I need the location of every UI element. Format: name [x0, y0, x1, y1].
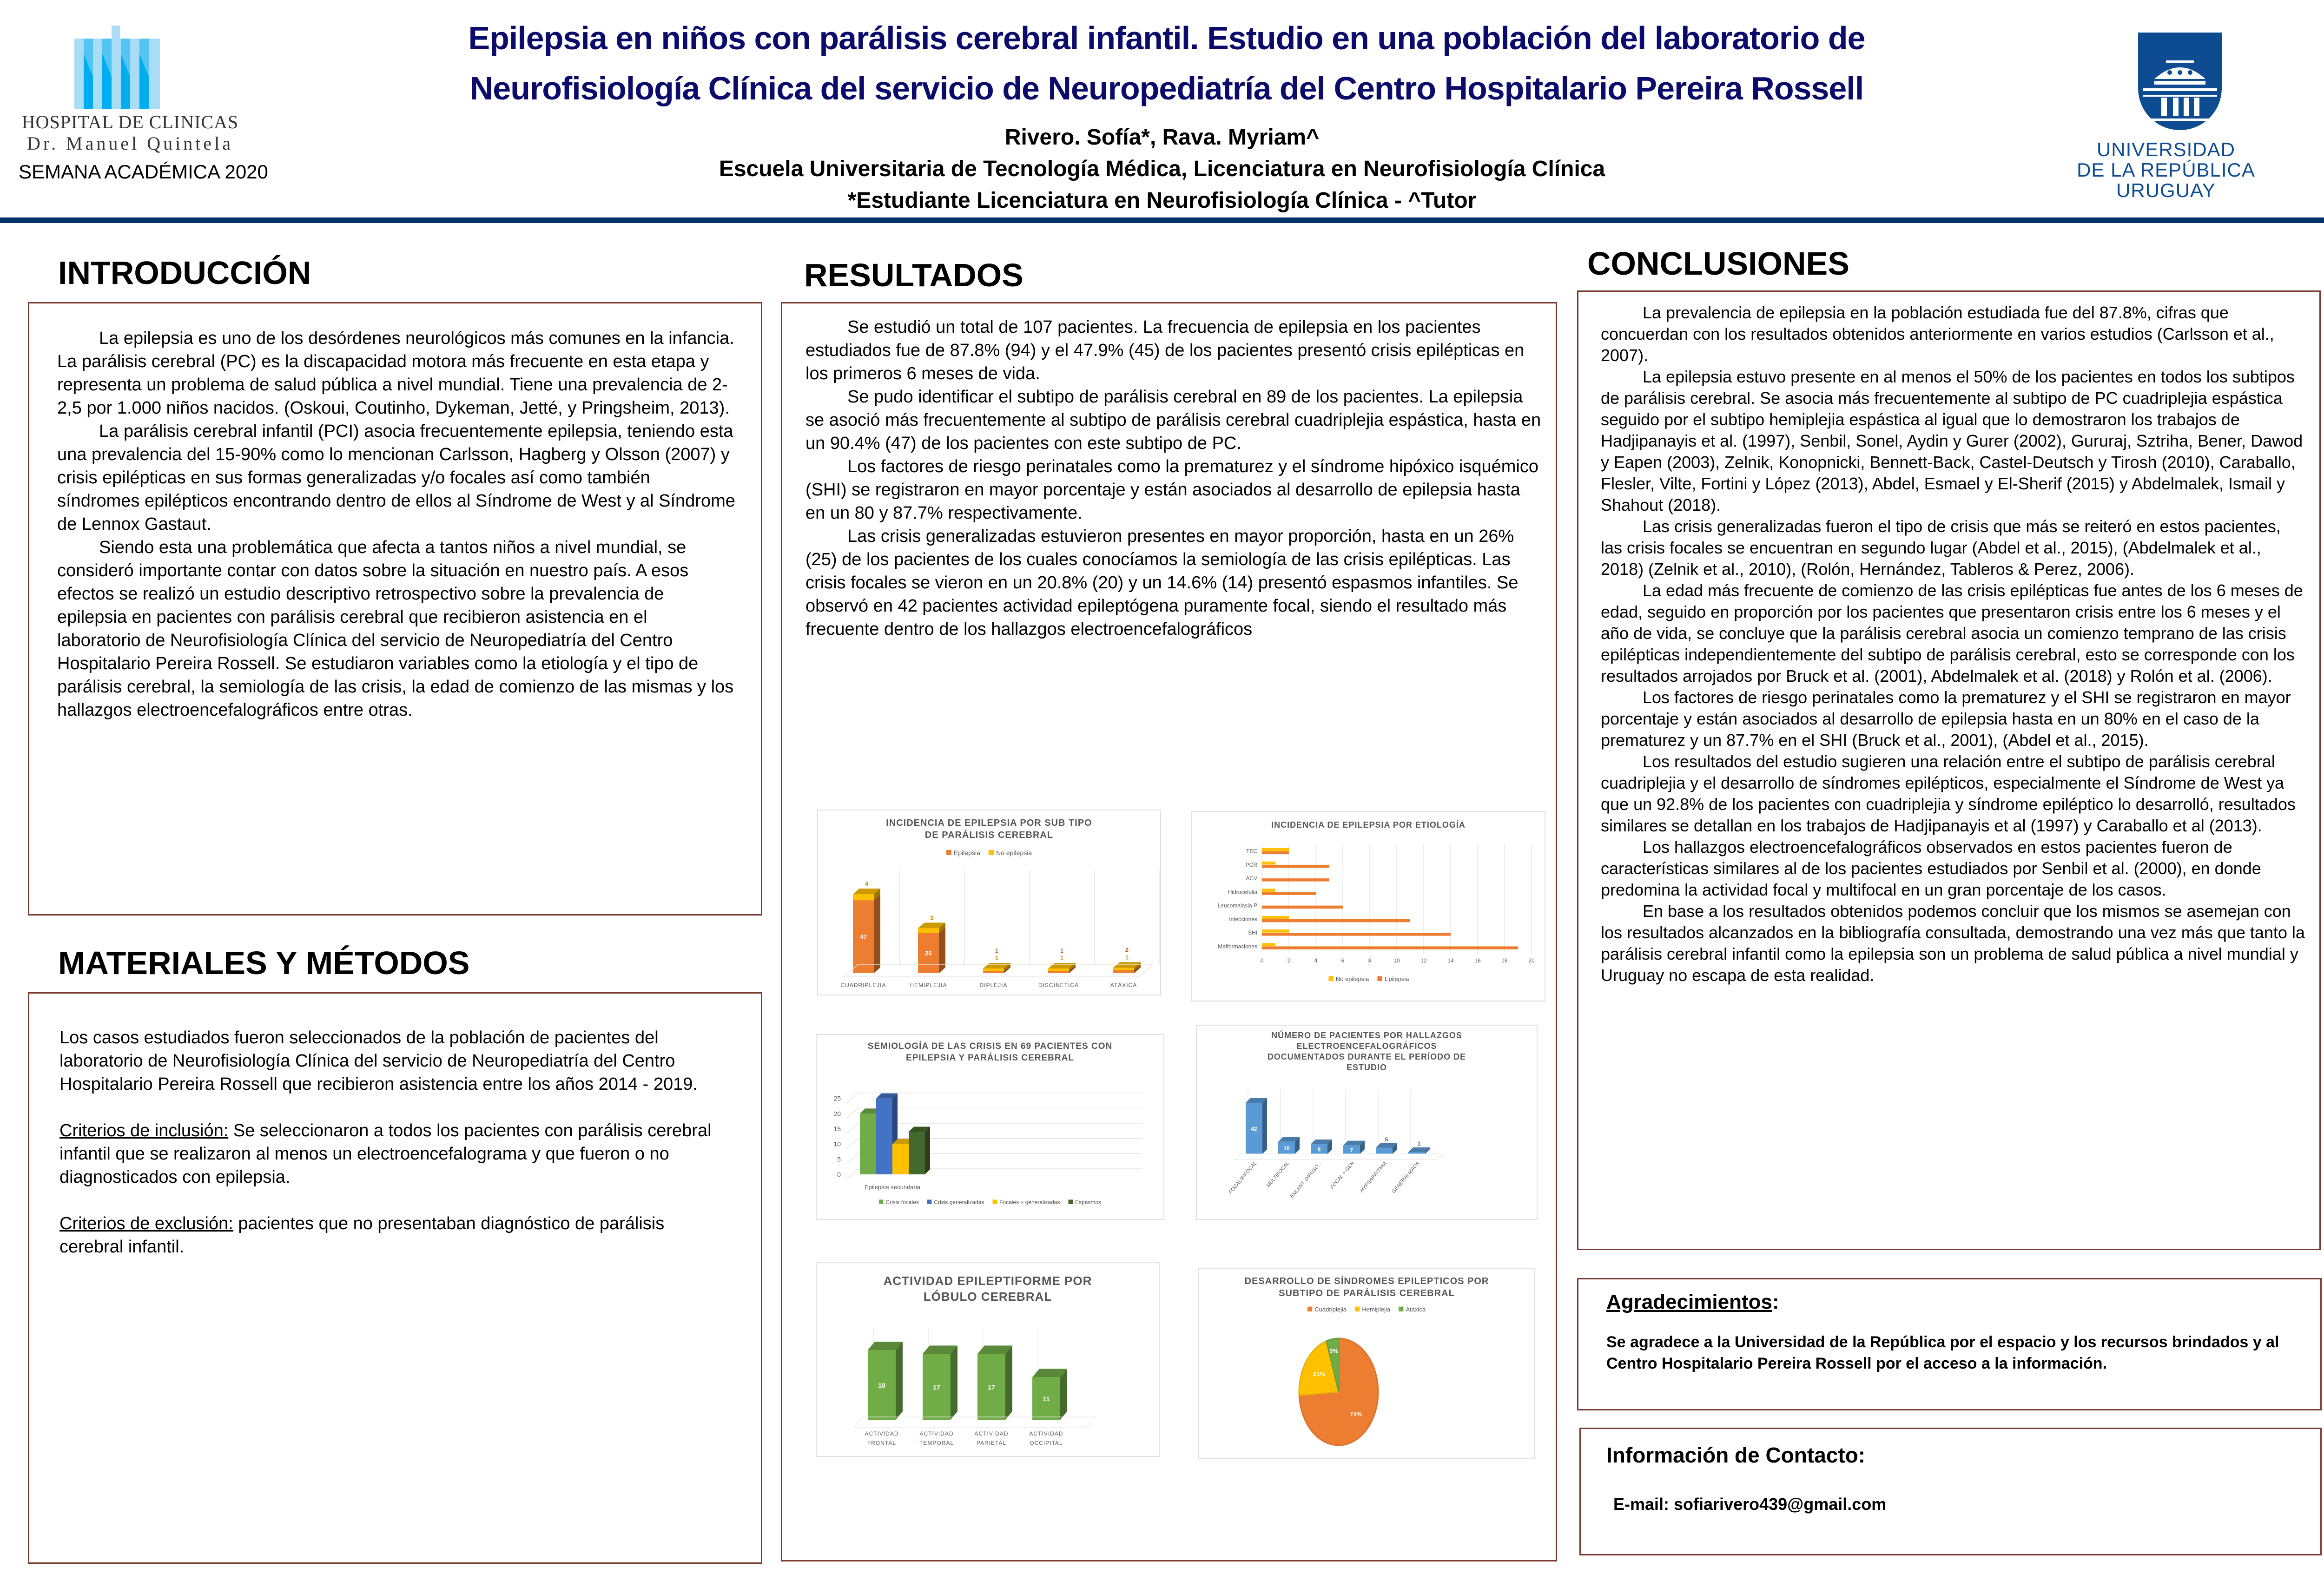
legend-item-label: No epilepsia [1335, 975, 1369, 982]
bar-epilepsia [1262, 892, 1316, 895]
acknowledgements-box [1577, 1278, 2322, 1410]
data-label: 10 [1283, 1145, 1290, 1152]
bar-side [1060, 1369, 1067, 1420]
chart-lobe-plot [817, 1309, 1159, 1456]
header-divider [0, 217, 2324, 223]
x-tick-label: ENLENT. DIFUSO... [1289, 1160, 1323, 1199]
chart-etiology-plot [1192, 833, 1545, 1001]
legend-item-swatch [1355, 1307, 1360, 1311]
contact-box [1579, 1428, 2322, 1555]
x-tick-label: 16 [1474, 957, 1481, 964]
x-tick-label: PARIETAL [976, 1440, 1007, 1446]
data-label: 26 [925, 949, 932, 957]
chart-title: INCIDENCIA DE EPILEPSIA POR SUB TIPO DE PARÁLISIS CEREBRAL [886, 818, 1092, 840]
y-tick-label: ACV [1246, 875, 1257, 882]
conclusion-paragraph: La epilepsia estuvo presente en al menos el 50% de los pacientes en todos los subtipos de parálisis cerebral. Se asocia más frecuentemente al subtipo de PC cuadriplejia espástica seguido por el subtipo hemiplejia espástica al igual que lo demostraron los trabajos de Hadjipanayis et al. (1997), Senbil, Sonel, Aydin y Gurer (2002), Gururaj, Sztriha, Bener, Dawod y Eapen (2003), Zelnik, Konopnicki, Bennett-Back, Castel-Deutsch y Tirosh (2010), Caraballo, Flesler, Vilte, Fortini y López (2013), Abdel, Esmael y El-Sherif (2015) y Abdelmalek, Ismail y Shahout (2018). [1601, 367, 2303, 514]
bar-no-epilepsia [1113, 968, 1134, 970]
legend-item-label: Ataxica [1406, 1306, 1426, 1313]
bar-no-epilepsia [853, 894, 874, 900]
y-tick-label: SHI [1248, 929, 1257, 936]
university-name: UNIVERSIDAD DE LA REPÚBLICA URUGUAY [2077, 138, 2255, 201]
roles: *Estudiante Licenciatura en Neurofisiología Clínica - ^Tutor [847, 188, 1477, 213]
bar-epilepsia [1262, 946, 1518, 949]
bar-espasmos-side [925, 1127, 930, 1174]
legend-item-label: Espasmos [1075, 1199, 1102, 1206]
legend-item-swatch [1328, 976, 1333, 981]
x-tick-label: ACTIVIDAD [1029, 1430, 1063, 1437]
inclusion-text: Se seleccionaron a todos los pacientes con parálisis cerebral infantil que se realizaron al menos un electroencefalograma y que fueron o no diagnosticados con epilepsia. [59, 1121, 712, 1187]
y-tick-label: 10 [833, 1140, 841, 1148]
inclusion-criteria [59, 1119, 733, 1189]
x-tick-label: ACTIVIDAD [865, 1430, 899, 1437]
chart-semiology-plot [817, 1065, 1163, 1220]
exclusion-text: pacientes que no presentaban diagnóstico de parálisis cerebral infantil. [59, 1214, 665, 1257]
data-label: 1 [995, 955, 999, 962]
legend-item-swatch [946, 850, 951, 855]
event-label: SEMANA ACADÉMICA 2020 [19, 161, 268, 183]
x-tick-label: TEMPORAL [919, 1440, 954, 1446]
conclusion-paragraph: Los resultados del estudio sugieren una relación entre el subtipo de parálisis cerebral cuadriplejia y el desarrollo de síndromes epilépticos, especialmente el Síndrome de West ya que un 92.8% de los pacientes con cuadriplejia y síndrome epiléptico lo desarrolló, resultados similares se detallan en los trabajos de Hadjipanayis et al (1997) y Caraballo et al (2013). [1601, 752, 2296, 835]
bar-side [1005, 1345, 1012, 1420]
chart-etiology [1191, 811, 1545, 1001]
data-label: 4 [865, 880, 869, 887]
conclusion-paragraph: Las crisis generalizadas fueron el tipo de crisis que más se reiteró en estos pacientes, las crisis focales se encuentran en segundo lugar (Abdel et al., 2015), (Abdelmalek et al., 2018) (Zelnik et al., 2010), (Rolón, Hernández, Tableros & Perez, 2006). [1601, 517, 2281, 579]
data-label: 47 [860, 933, 867, 941]
data-label: 17 [933, 1383, 940, 1391]
institution: Escuela Universitaria de Tecnología Médica, Licenciatura en Neurofisiología Clínica [719, 157, 1605, 181]
bar-no-epilepsia [1262, 929, 1289, 933]
bar [1376, 1148, 1393, 1154]
y-tick-label: 20 [833, 1110, 841, 1118]
bar-side [951, 1345, 957, 1420]
bar-epilepsia-side [939, 927, 945, 973]
bar-no-epilepsia [1262, 943, 1275, 946]
results-paragraph: Los factores de riesgo perinatales como la prematurez y el síndrome hipóxico isquémico (SHI) se registraron en mayor porcentaje y están asociados al desarrollo de epilepsia hasta en un 80 y 87.7% respectivamente. [805, 457, 1538, 523]
conclusion-paragraph: Los factores de riesgo perinatales como la prematurez y el SHI se registraron en mayor porcentaje y están asociados al desarrollo de epilepsia hasta en un 80% en el caso de la prematurez y un 87.7% en el SHI (Bruck et al., 2001), (Abdel et al., 2015). [1601, 688, 2291, 750]
intro-paragraph: La parálisis cerebral infantil (PCI) asocia frecuentemente epilepsia, teniendo esta una prevalencia del 15-90% como lo mencionan Carlsson, Hagberg y Olsson (2007) y crisis epilépticas en sus formas generalizadas y/o focales así como también síndromes epilépticos encontrando dentro de ellos al Síndrome de West y al Síndrome de Lennox Gastaut. [57, 422, 735, 534]
x-tick-label: GENERALIZADA [1391, 1160, 1421, 1195]
data-label: 18 [878, 1382, 885, 1389]
contact-email[interactable]: E-mail: sofiarivero439@gmail.com [1613, 1495, 1887, 1514]
chart-title: ACTIVIDAD EPILEPTIFORME POR LÓBULO CEREBRAL [883, 1274, 1092, 1304]
data-label: 17 [988, 1383, 995, 1391]
x-tick-label: Epilepsia secundaria [865, 1184, 920, 1191]
x-tick-label: 12 [1420, 957, 1427, 964]
acknowledgements-title: Agradecimientos: [1606, 1291, 1779, 1313]
gridline [846, 1153, 858, 1164]
data-label: 8 [1317, 1146, 1321, 1153]
bar [1408, 1152, 1425, 1154]
conclusion-paragraph: En base a los resultados obtenidos podemos concluir que los mismos se asemejan con los resultados alcanzados en la bibliografía consultada, demostrando una vez más que tanto la parálisis cerebral infantil como la epilepsia son un problema de salud pública a nivel mundial y Uruguay no escapa de esta realidad. [1601, 902, 2305, 985]
x-tick-label: HYPSARRITMIA [1359, 1160, 1388, 1194]
x-tick-label: HEMIPLEJIA [910, 982, 947, 988]
bar-epilepsia [1262, 865, 1329, 868]
inclusion-label: Criterios de inclusión: [59, 1121, 229, 1140]
chart-syndromes [1198, 1268, 1535, 1459]
acknowledgements-text: Se agradece a la Universidad de la República por el espacio y los recursos brindados y al Centro Hospitalario Pereira Rossell por el acceso a la información. [1606, 1333, 2279, 1372]
bar-no-epilepsia [1262, 848, 1289, 851]
x-tick-label: 8 [1368, 957, 1372, 964]
bar-epilepsia [1262, 878, 1329, 882]
results-title: RESULTADOS [804, 257, 1023, 293]
data-label: 1 [1417, 1140, 1421, 1147]
y-tick-label: TEC [1246, 848, 1257, 855]
data-label: 3 [930, 914, 934, 922]
authors-block [604, 122, 1720, 217]
intro-box [28, 302, 762, 916]
x-tick-label: 2 [1287, 957, 1291, 964]
data-label: 7 [1350, 1146, 1353, 1153]
bar-crisis-focales [860, 1113, 876, 1174]
x-tick-label: 20 [1528, 957, 1535, 964]
bar-no-epilepsia [983, 968, 1004, 971]
legend-item-swatch [1307, 1307, 1312, 1311]
hospital-logo-icon [74, 26, 205, 109]
gridline [846, 1123, 858, 1133]
bar-no-epilepsia [1262, 916, 1289, 919]
x-tick-label: FRONTAL [867, 1440, 897, 1446]
bar-crisis-generalizadas [876, 1099, 892, 1174]
bar-epilepsia [1262, 851, 1289, 855]
x-tick-label: CUADRIPLEJIA [840, 982, 886, 988]
y-tick-label: 5 [837, 1155, 841, 1163]
chart-eeg-plot [1197, 1075, 1537, 1219]
bar-side [896, 1342, 903, 1420]
chart-eeg [1196, 1025, 1538, 1220]
conclusion-paragraph: La prevalencia de epilepsia en la población estudiada fue del 87.8%, cifras que concuerdan con los resultados obtenidos anteriormente en varios estudios (Carlsson et al., 2007). [1601, 303, 2274, 365]
chart-title: INCIDENCIA DE EPILEPSIA POR ETIOLOGÍA [1271, 820, 1466, 830]
legend-item-label: Epilepsia [954, 849, 980, 856]
exclusion-label: Criterios de exclusión: [59, 1214, 233, 1233]
x-tick-label: ACTIVIDAD [919, 1430, 954, 1437]
legend-item-label: Focales + generalizadas [999, 1199, 1060, 1206]
x-tick-label: 6 [1341, 957, 1345, 964]
x-tick-label: MULTIFOCAL [1265, 1160, 1291, 1189]
y-tick-label: Malformaciones [1218, 943, 1257, 950]
results-paragraph: Se pudo identificar el subtipo de parálisis cerebral en 89 de los pacientes. La epilepsia se asoció más frecuentemente al subtipo de parálisis cerebral cuadriplejia espástica, hasta en un 90.4% (47) de los pacientes con este subtipo de PC. [805, 387, 1541, 453]
intro-paragraph: La epilepsia es uno de los desórdenes neurológicos más comunes en la infancia. La parálisis cerebral (PC) es la discapacidad motora más frecuente en esta etapa y representa un problema de salud pública a nivel mundial. Tiene una prevalencia de 2-2,5 por 1.000 niños nacidos. (Oskoui, Coutinho, Dykeman, Jetté, y Pringsheim, 2013). [57, 329, 734, 418]
bar-no-epilepsia [918, 928, 939, 933]
gridline [846, 1169, 858, 1179]
data-label: 1 [1060, 955, 1064, 962]
x-tick-label: FOCAL + GEN [1329, 1160, 1356, 1190]
chart-syndromes-plot [1199, 1301, 1534, 1459]
x-tick-label: 0 [1260, 957, 1264, 964]
exclusion-criteria [59, 1212, 733, 1258]
university-shield-icon [2110, 33, 2250, 130]
y-tick-label: PCR [1245, 861, 1257, 868]
contact-title: Información de Contacto: [1606, 1443, 1866, 1467]
chart-lobe [816, 1262, 1160, 1457]
legend-item-swatch [1399, 1307, 1403, 1311]
bar-no-epilepsia [1262, 889, 1275, 892]
gridline [846, 1108, 858, 1118]
x-tick-label: 14 [1447, 957, 1454, 964]
methods-paragraph: Los casos estudiados fueron seleccionados de la población de pacientes del laboratorio de Neurofisiología Clínica del servicio de Neuropediatría del Centro Hospitalario Pereira Rossell que recibieron asistencia entre los años 2014 - 2019. [59, 1028, 698, 1094]
legend-item-swatch [1377, 976, 1382, 981]
legend-item-swatch [927, 1199, 932, 1204]
hospital-name: HOSPITAL DE CLINICAS Dr. Manuel Quintela [21, 112, 239, 154]
data-label: 21% [1313, 1370, 1325, 1378]
legend-item-label: Epilepsia [1384, 975, 1409, 982]
bar-epilepsia [983, 971, 1004, 973]
results-paragraph: Se estudió un total de 107 pacientes. La frecuencia de epilepsia en los pacientes estudiados fue de 87.8% (94) y el 47.9% (45) de los pacientes presentó crisis epilépticas en los primeros 6 meses de vida. [805, 317, 1525, 383]
legend-item-swatch [989, 850, 994, 855]
bar-epilepsia [1262, 933, 1451, 936]
x-tick-label: 10 [1393, 957, 1400, 964]
legend-item-label: No epilepsia [996, 849, 1032, 856]
intro-title: INTRODUCCIÓN [58, 255, 311, 291]
y-tick-label: 0 [837, 1171, 841, 1178]
chart-subtype-plot [818, 842, 1160, 995]
y-tick-label: 25 [833, 1094, 841, 1102]
y-tick-label: Hidrocefalia [1228, 889, 1257, 896]
x-tick-label: OCCIPITAL [1030, 1440, 1063, 1446]
legend-item-label: Hemiplejia [1362, 1306, 1391, 1313]
data-label: 5% [1329, 1347, 1339, 1355]
bar-epilepsia [1262, 919, 1410, 922]
conclusions-box [1577, 290, 2321, 1250]
methods-title: MATERIALES Y MÉTODOS [58, 945, 470, 981]
gridline [846, 1139, 858, 1149]
bar-side [1262, 1098, 1267, 1154]
data-label: 11 [1043, 1395, 1050, 1403]
x-tick-label: 4 [1314, 957, 1318, 964]
chart-title: SEMIOLOGÍA DE LAS CRISIS EN 69 PACIENTES CON EPILEPSIA Y PARÁLISIS CEREBRAL [867, 1041, 1113, 1063]
authors: Rivero. Sofía*, Rava. Myriam^ [1004, 125, 1320, 150]
chart-semiology [816, 1034, 1164, 1220]
data-label: 5 [1385, 1136, 1388, 1143]
intro-paragraph: Siendo esta una problemática que afecta a tantos niños a nivel mundial, se consideró importante contar con datos sobre la situación en nuestro país. A esos efectos se realizó un estudio descriptivo retrospectivo sobre la prevalencia de epilepsia en pacientes con parálisis cerebral que recibieron asistencia en el laboratorio de Neurofisiología Clínica del servicio de Neuropediatría del Centro Hospitalario Pereira Rossell. Se estudiaron variables como la etiología y el tipo de parálisis cerebral, la semiología de las crisis, la edad de comienzo de las mismas y los hallazgos electroencefalográficos entre otras. [57, 538, 734, 720]
legend-item-swatch [1068, 1199, 1073, 1204]
chart-title: DESARROLLO DE SÍNDROMES EPILEPTICOS POR SUBTIPO DE PARÁLISIS CEREBRAL [1244, 1276, 1489, 1298]
bar-epilepsia [1048, 971, 1069, 973]
x-tick-label: DIPLEJIA [979, 982, 1008, 988]
x-tick-label: 18 [1501, 957, 1508, 964]
y-tick-label: Leucomalasia P [1217, 902, 1257, 909]
bar-no-epilepsia [1048, 968, 1069, 971]
conclusion-paragraph: Los hallazgos electroencefalográficos observados en estos pacientes fueron de características similares al de los pacientes estudiados por Senbil et al. (2000), en donde predomina la actividad focal y multifocal en un gran porcentaje de los casos. [1601, 837, 2261, 899]
methods-box [28, 992, 762, 1564]
y-tick-label: 15 [833, 1125, 841, 1133]
x-tick-label: ACTIVIDAD [974, 1430, 1009, 1437]
legend-item-label: Crisis focales [885, 1199, 919, 1206]
legend-item-swatch [992, 1199, 997, 1204]
x-tick-label: DISCINETICA [1038, 982, 1079, 988]
legend-item-label: Cuadriplejia [1314, 1306, 1347, 1313]
gridline [846, 1093, 858, 1103]
data-label: 2 [1125, 946, 1129, 954]
data-label: 1 [1125, 954, 1129, 961]
data-label: 1 [995, 947, 999, 954]
y-tick-label: Infecciones [1229, 916, 1257, 922]
x-tick-label: ATÁXICA [1110, 982, 1137, 988]
data-label: 1 [1060, 947, 1064, 954]
floor [1235, 1154, 1443, 1159]
chart-subtype [817, 810, 1161, 995]
bar-epilepsia-side [874, 895, 880, 973]
bar-epilepsia [1113, 970, 1134, 973]
results-paragraph: Las crisis generalizadas estuvieron presentes en mayor proporción, hasta en un 26% (25) de los pacientes de los cuales conocíamos la semiología de las crisis epilépticas. Las crisis focales se vieron en un 20.8% (20) y un 14.6% (14) presentó espasmos infantiles. Se observó en 42 pacientes actividad epileptógena puramente focal, siendo el resultado más frecuente dentro de los hallazgos electroencefalográficos [805, 527, 1519, 639]
bar-espasmos [909, 1132, 925, 1174]
bar-epilepsia [1262, 906, 1343, 909]
poster-title: Epilepsia en niños con parálisis cerebral infantil. Estudio en una población del laboratorio de Neurofisiología Clínica del servicio de Neuropediatría del Centro Hospitalario Pereira Rossell [468, 20, 1865, 106]
data-label: 74% [1350, 1410, 1362, 1418]
bar-focales-generalizadas [892, 1144, 909, 1174]
x-tick-label: FOCAL/BIFOCAL [1228, 1160, 1258, 1195]
legend-item-label: Crisis generalizadas [934, 1199, 984, 1206]
bar-no-epilepsia [1262, 862, 1275, 865]
conclusions-title: CONCLUSIONES [1587, 245, 1849, 282]
data-label: 42 [1251, 1126, 1257, 1132]
legend-item-swatch [879, 1199, 884, 1204]
conclusion-paragraph: La edad más frecuente de comienzo de las crisis epilépticas fue antes de los 6 meses de edad, seguido en proporción por los pacientes que presentaron crisis entre los 6 meses y el año de vida, se concluye que la parálisis cerebral asocia un comienzo temprano de las crisis epilépticas independientemente del subtipo de parálisis cerebral, esto se corresponde con los resultados arrojados por Bruck et al. (2001), Abdelmalek et al. (2018) y Rolón et al. (2006). [1601, 581, 2303, 685]
chart-title: NÚMERO DE PACIENTES POR HALLAZGOS ELECTROENCEFALOGRÁFICOS DOCUMENTADOS DURANTE EL PERÍODO DE ESTUDIO [1267, 1031, 1466, 1072]
